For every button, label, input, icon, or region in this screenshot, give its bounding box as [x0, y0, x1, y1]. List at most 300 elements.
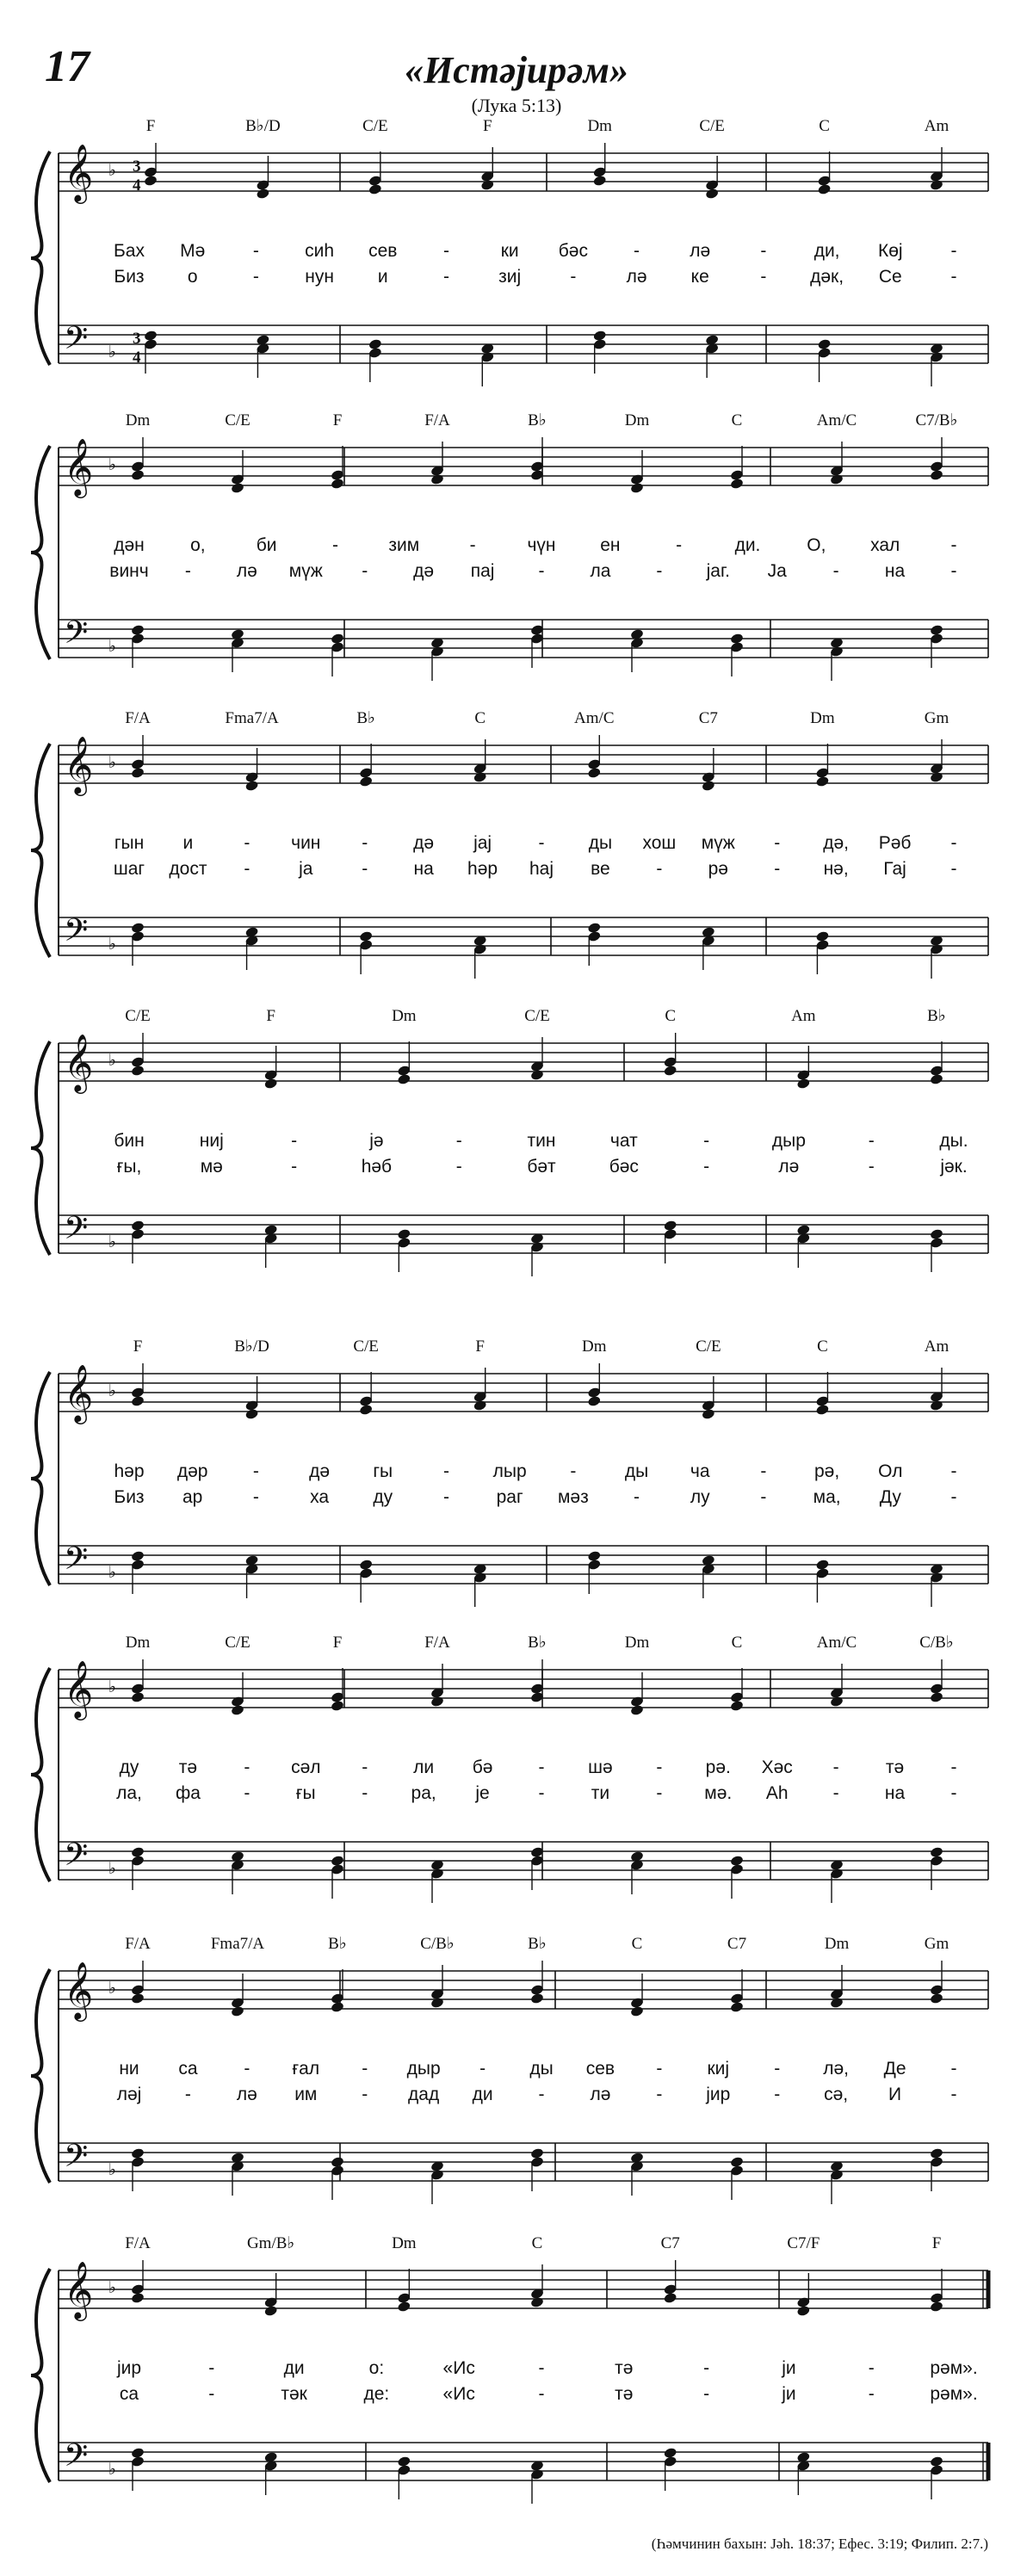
lyric-syllable: һај: [529, 859, 554, 879]
treble-clef: 𝄞: [64, 145, 94, 201]
treble-notehead: [480, 179, 495, 191]
lyric-syllable: -: [950, 2085, 957, 2104]
bass-clef: 𝄢: [64, 2438, 89, 2480]
lyric-syllable: и: [377, 267, 388, 287]
lyric-syllable: -: [362, 833, 368, 853]
lyric-syllable: И: [888, 2085, 902, 2104]
lyric-syllable: сәл: [291, 1757, 321, 1777]
lyric-syllable: фа: [175, 1783, 201, 1803]
lyric-syllable: де:: [363, 2384, 390, 2404]
lyric-syllable: -: [703, 1157, 710, 1177]
treble-notehead: [430, 1997, 445, 2009]
chord-symbol: Dm: [810, 709, 835, 727]
lyric-syllable: ни: [119, 2059, 139, 2079]
lyric-syllable: -: [208, 2358, 215, 2378]
lyric-syllable: и: [182, 833, 194, 853]
treble-clef: 𝄞: [64, 439, 94, 495]
lyric-syllable: ха: [310, 1487, 330, 1507]
lyric-syllable: -: [538, 2358, 545, 2378]
lyric-syllable: һәр: [467, 859, 498, 879]
lyric-syllable: Гај: [883, 859, 906, 879]
key-signature-flat: ♭: [108, 754, 116, 772]
treble-notehead: [705, 188, 720, 200]
brace: [31, 1668, 50, 1881]
lyric-syllable: лу: [690, 1487, 710, 1507]
system-3: [31, 709, 988, 979]
chord-symbol: C/E: [524, 1007, 550, 1025]
lyric-syllable: ләј: [116, 2085, 142, 2104]
chord-symbol: Dm: [125, 1634, 151, 1652]
chord-symbol: Dm: [624, 411, 650, 429]
lyric-syllable: Ду: [879, 1487, 901, 1507]
treble-notehead: [530, 2296, 545, 2308]
lyric-syllable: -: [760, 267, 767, 287]
lyric-syllable: дост: [169, 859, 207, 879]
treble-notehead: [930, 1399, 944, 1412]
lyric-syllable: лыр: [492, 1461, 527, 1481]
chord-symbol: Dm: [392, 1007, 417, 1025]
lyric-syllable: -: [950, 241, 957, 261]
lyric-syllable: -: [479, 2059, 486, 2079]
lyric-syllable: Биз: [114, 1487, 145, 1507]
chord-symbol: C/E: [696, 1337, 721, 1356]
key-signature-flat: ♭: [108, 1564, 116, 1582]
lyric-syllable: нә,: [823, 859, 849, 879]
chord-symbol: B♭: [528, 1935, 547, 1953]
lyric-syllable: -: [252, 241, 259, 261]
chord-symbol: C/E: [225, 1634, 251, 1652]
chord-symbol: B♭/D: [245, 117, 281, 135]
treble-notehead: [930, 469, 944, 481]
chord-symbol: F: [133, 1337, 143, 1356]
lyric-syllable: -: [656, 859, 663, 879]
key-signature-flat: ♭: [108, 936, 116, 954]
lyric-syllable: Мә: [180, 241, 206, 261]
lyric-syllable: ду: [373, 1487, 393, 1507]
lyric-syllable: «Ис: [442, 2384, 475, 2404]
lyric-syllable: дыр: [406, 2059, 441, 2079]
treble-notehead: [231, 1704, 245, 1716]
bass-clef: 𝄢: [64, 1838, 89, 1880]
bass-clef: 𝄢: [64, 2139, 89, 2181]
treble-notehead: [131, 1691, 145, 1703]
lyric-syllable: ды: [588, 833, 613, 853]
treble-clef: 𝄞: [64, 1962, 94, 2018]
lyric-syllable: -: [570, 1461, 577, 1481]
lyric-syllable: -: [656, 2085, 663, 2104]
scripture-reference: (Лука 5:13): [471, 95, 562, 116]
chord-symbol: C: [819, 117, 830, 135]
lyric-syllable: -: [950, 1757, 957, 1777]
lyric-syllable: тә: [885, 1757, 905, 1777]
lyric-syllable: чат: [609, 1131, 638, 1151]
lyric-syllable: О,: [807, 535, 826, 555]
lyric-syllable: һәб: [361, 1157, 393, 1177]
lyric-syllable: Рәб: [878, 833, 912, 853]
lyric-syllable: -: [656, 1757, 663, 1777]
treble-notehead: [815, 775, 830, 788]
chord-symbol: C7/B♭: [915, 411, 958, 429]
lyric-syllable: ди.: [734, 535, 761, 555]
treble-notehead: [244, 780, 259, 792]
lyric-syllable: -: [244, 2059, 251, 2079]
treble-notehead: [830, 1997, 844, 2009]
chord-symbol: Dm: [624, 1634, 650, 1652]
treble-notehead: [331, 2001, 345, 2013]
chord-symbol: F: [482, 117, 492, 135]
lyric-syllable: -: [184, 561, 191, 581]
lyric-syllable: ды.: [939, 1131, 968, 1151]
treble-clef: 𝄞: [64, 1661, 94, 1717]
lyric-syllable: Ја: [767, 561, 787, 581]
lyric-syllable: -: [538, 561, 545, 581]
lyric-syllable: -: [469, 535, 476, 555]
lyric-syllable: им: [294, 2085, 318, 2104]
treble-notehead: [231, 2005, 245, 2017]
chord-symbol: B♭: [328, 1935, 347, 1953]
chord-symbol: C7: [727, 1935, 747, 1953]
lyric-syllable: ғы: [295, 1783, 316, 1803]
lyric-syllable: -: [455, 1157, 462, 1177]
chord-symbol: C: [631, 1935, 643, 1953]
system-7: [31, 1935, 988, 2204]
chord-symbol: Gm/B♭: [246, 2234, 295, 2252]
lyric-syllable: ғал: [292, 2059, 320, 2079]
lyric-syllable: гы: [373, 1461, 393, 1481]
chord-symbol: C/B♭: [919, 1634, 954, 1652]
treble-clef: 𝄞: [64, 2262, 94, 2318]
lyric-syllable: зим: [388, 535, 420, 555]
lyric-syllable: ји: [782, 2358, 796, 2378]
chord-symbol: F/A: [125, 2234, 151, 2252]
treble-notehead: [256, 188, 270, 200]
lyric-syllable: о: [187, 267, 198, 287]
treble-notehead: [331, 1700, 345, 1712]
lyric-syllable: ла: [590, 561, 611, 581]
lyric-syllable: ки: [500, 241, 519, 261]
key-signature-flat: ♭: [108, 1980, 116, 1998]
lyric-syllable: рәм».: [930, 2358, 978, 2378]
lyric-syllable: -: [950, 1783, 957, 1803]
chord-symbol: Dm: [824, 1935, 850, 1953]
system-6: [31, 1634, 988, 1903]
chord-symbol: B♭: [927, 1007, 946, 1025]
lyric-syllable: Де: [883, 2059, 906, 2079]
lyric-syllable: ды: [624, 1461, 649, 1481]
treble-notehead: [144, 175, 158, 187]
lyric-syllable: -: [634, 241, 640, 261]
treble-notehead: [473, 1399, 487, 1412]
lyric-syllable: -: [950, 833, 957, 853]
lyric-syllable: дә: [413, 833, 435, 853]
lyric-syllable: -: [252, 1487, 259, 1507]
time-signature-bottom: 4: [133, 176, 141, 195]
lyric-syllable: -: [703, 2384, 710, 2404]
chord-symbol: Dm: [392, 2234, 417, 2252]
lyric-syllable: -: [760, 241, 767, 261]
lyric-syllable: зиј: [498, 267, 522, 287]
chord-symbol: F/A: [125, 1935, 151, 1953]
time-signature-top: 3: [133, 158, 141, 176]
lyric-syllable: хал: [870, 535, 900, 555]
treble-notehead: [473, 771, 487, 783]
lyric-syllable: Ол: [878, 1461, 903, 1481]
lyric-syllable: -: [656, 2059, 663, 2079]
chord-symbol: C7/F: [787, 2234, 820, 2252]
lyric-syllable: -: [244, 1783, 251, 1803]
lyric-syllable: -: [362, 1783, 368, 1803]
chord-symbol: C/E: [353, 1337, 379, 1356]
treble-notehead: [530, 1992, 545, 2005]
key-signature-flat: ♭: [108, 1678, 116, 1696]
treble-notehead: [331, 478, 345, 490]
lyric-syllable: -: [760, 1487, 767, 1507]
chord-symbol: Am: [791, 1007, 816, 1025]
lyric-syllable: хош: [642, 833, 677, 853]
time-signature-bottom: 4: [133, 349, 141, 367]
treble-clef: 𝄞: [64, 1035, 94, 1090]
key-signature-flat: ♭: [108, 162, 116, 180]
lyric-syllable: ји: [782, 2384, 796, 2404]
lyric-syllable: -: [362, 561, 368, 581]
lyric-syllable: шә: [588, 1757, 613, 1777]
brace: [31, 1372, 50, 1585]
lyric-syllable: ча: [690, 1461, 710, 1481]
chord-symbol: C7: [698, 709, 718, 727]
lyric-syllable: -: [332, 535, 338, 555]
key-signature-flat: ♭: [108, 1052, 116, 1070]
lyric-syllable: -: [455, 1131, 462, 1151]
lyric-syllable: ли: [413, 1757, 435, 1777]
lyric-syllable: ди,: [813, 241, 840, 261]
lyric-syllable: рә: [708, 859, 728, 879]
chord-symbol: Gm: [924, 1935, 949, 1953]
chord-symbol: Dm: [587, 117, 612, 135]
chord-symbol: F: [145, 117, 156, 135]
lyric-syllable: шаг: [113, 859, 145, 879]
lyric-syllable: сә,: [824, 2085, 849, 2104]
treble-clef: 𝄞: [64, 1365, 94, 1421]
treble-notehead: [730, 478, 745, 490]
chord-symbol: F/A: [424, 411, 450, 429]
chord-symbol: Am/C: [816, 1634, 857, 1652]
lyric-syllable: мә: [200, 1157, 223, 1177]
lyric-syllable: -: [950, 535, 957, 555]
bass-clef: 𝄢: [64, 321, 89, 363]
treble-notehead: [131, 1065, 145, 1077]
treble-notehead: [530, 1069, 545, 1081]
chord-symbol: C/E: [362, 117, 388, 135]
chord-symbol: Am/C: [816, 411, 857, 429]
treble-notehead: [131, 1395, 145, 1407]
treble-notehead: [244, 1408, 259, 1420]
treble-notehead: [817, 183, 832, 195]
lyric-syllable: лә: [236, 2085, 257, 2104]
lyric-syllable: мә.: [704, 1783, 733, 1803]
hymn-title: «Истәјирәм»: [405, 49, 628, 91]
lyric-syllable: -: [676, 535, 683, 555]
lyric-syllable: киј: [707, 2059, 730, 2079]
lyric-syllable: Биз: [114, 267, 145, 287]
lyric-syllable: -: [442, 1487, 449, 1507]
lyric-syllable: јә: [369, 1131, 384, 1151]
treble-notehead: [263, 1078, 278, 1090]
lyric-syllable: бәс: [609, 1157, 639, 1177]
chord-symbol: C: [731, 1634, 743, 1652]
treble-notehead: [830, 473, 844, 485]
lyric-syllable: -: [442, 1461, 449, 1481]
lyric-syllable: винч: [109, 561, 149, 581]
key-signature-flat: ♭: [108, 638, 116, 656]
lyric-syllable: Хәс: [761, 1757, 793, 1777]
system-1: [31, 117, 988, 386]
lyric-syllable: бәс: [558, 241, 588, 261]
footer-note: (Һәмчинин бахын: Јәһ. 18:37; Ефес. 3:19; Филип. 2:7.): [651, 2536, 988, 2552]
lyric-syllable: Көј: [878, 241, 903, 261]
key-signature-flat: ♭: [108, 1233, 116, 1251]
lyric-syllable: -: [362, 1757, 368, 1777]
lyric-syllable: рә,: [814, 1461, 840, 1481]
lyric-syllable: сев: [368, 241, 398, 261]
chord-symbol: C: [474, 709, 486, 727]
lyric-syllable: на: [884, 1783, 906, 1803]
chord-symbol: Am: [924, 117, 949, 135]
lyric-syllable: лә: [778, 1157, 800, 1177]
lyric-syllable: на: [884, 561, 906, 581]
lyric-syllable: -: [950, 859, 957, 879]
lyric-syllable: лә: [236, 561, 257, 581]
chord-symbol: F: [332, 1634, 343, 1652]
lyric-syllable: -: [362, 2085, 368, 2104]
time-signature-top: 3: [133, 330, 141, 348]
treble-notehead: [430, 473, 445, 485]
lyric-syllable: о,: [190, 535, 206, 555]
lyric-syllable: -: [538, 2384, 545, 2404]
lyric-syllable: мүж: [288, 561, 323, 581]
chord-symbol: F/A: [424, 1634, 450, 1652]
system-5: [31, 1337, 988, 1607]
chord-symbol: F: [332, 411, 343, 429]
treble-notehead: [430, 1696, 445, 1708]
lyric-syllable: -: [570, 267, 577, 287]
lyric-syllable: ти: [591, 1783, 610, 1803]
lyric-syllable: -: [832, 561, 839, 581]
treble-notehead: [663, 2292, 677, 2304]
chord-symbol: Dm: [125, 411, 151, 429]
lyric-syllable: -: [538, 2085, 545, 2104]
key-signature-flat: ♭: [108, 2279, 116, 2297]
lyric-syllable: дад: [408, 2085, 440, 2104]
bass-clef: 𝄢: [64, 1211, 89, 1253]
lyric-syllable: -: [774, 859, 781, 879]
treble-notehead: [359, 775, 374, 788]
lyric-syllable: лә: [590, 2085, 611, 2104]
lyric-syllable: ја: [299, 859, 313, 879]
lyric-syllable: -: [703, 1131, 710, 1151]
lyric-syllable: ар: [182, 1487, 203, 1507]
lyric-syllable: гын: [114, 833, 145, 853]
treble-notehead: [630, 1704, 645, 1716]
lyric-syllable: -: [832, 1757, 839, 1777]
key-signature-flat: ♭: [108, 2461, 116, 2479]
lyric-syllable: пај: [470, 561, 495, 581]
treble-notehead: [930, 1992, 944, 2005]
lyric-syllable: -: [832, 1783, 839, 1803]
lyric-syllable: -: [868, 2384, 875, 2404]
lyric-syllable: сиһ: [305, 241, 335, 261]
treble-notehead: [630, 482, 645, 494]
lyric-syllable: са: [119, 2384, 139, 2404]
treble-notehead: [368, 183, 383, 195]
bass-clef: 𝄢: [64, 615, 89, 658]
lyric-syllable: бин: [114, 1131, 145, 1151]
lyric-syllable: -: [244, 859, 251, 879]
lyric-syllable: -: [538, 833, 545, 853]
lyric-syllable: би: [256, 535, 277, 555]
lyric-syllable: -: [291, 1131, 298, 1151]
lyric-syllable: -: [950, 267, 957, 287]
lyric-syllable: -: [538, 1783, 545, 1803]
lyric-syllable: -: [252, 1461, 259, 1481]
lyric-syllable: -: [656, 561, 663, 581]
key-signature-flat: ♭: [108, 343, 116, 361]
lyric-syllable: лә: [626, 267, 647, 287]
chord-symbol: B♭: [528, 1634, 547, 1652]
chord-symbol: Fma7/A: [225, 709, 279, 727]
lyric-syllable: ды: [529, 2059, 554, 2079]
lyric-syllable: ма,: [813, 1487, 841, 1507]
lyric-syllable: -: [656, 1783, 663, 1803]
brace: [31, 1969, 50, 2183]
chord-symbol: Dm: [582, 1337, 607, 1356]
brace: [31, 1041, 50, 1255]
treble-notehead: [830, 1696, 844, 1708]
chord-symbol: C/E: [225, 411, 251, 429]
lyric-syllable: -: [950, 1461, 957, 1481]
lyric-syllable: раг: [496, 1487, 523, 1507]
lyric-syllable: тә: [615, 2384, 634, 2404]
lyric-syllable: лә: [690, 241, 711, 261]
key-signature-flat: ♭: [108, 456, 116, 474]
lyric-syllable: дән: [114, 535, 145, 555]
lyric-syllable: рә.: [705, 1757, 731, 1777]
lyric-syllable: дәр: [176, 1461, 208, 1481]
lyric-syllable: ра,: [411, 1783, 436, 1803]
lyric-syllable: сев: [585, 2059, 615, 2079]
lyric-syllable: је: [475, 1783, 490, 1803]
lyric-syllable: чин: [291, 833, 321, 853]
lyric-syllable: Се: [878, 267, 902, 287]
chord-symbol: C/E: [699, 117, 725, 135]
chord-symbol: C7: [660, 2234, 680, 2252]
lyric-syllable: чүн: [527, 535, 556, 555]
chord-symbol: B♭/D: [234, 1337, 269, 1356]
lyric-syllable: ве: [591, 859, 610, 879]
system-4: [31, 1007, 988, 1276]
chord-symbol: Am: [924, 1337, 949, 1356]
brace: [31, 151, 50, 365]
chord-symbol: B♭: [528, 411, 547, 429]
lyric-syllable: -: [760, 1461, 767, 1481]
chord-symbol: Fma7/A: [210, 1935, 265, 1953]
key-signature-flat: ♭: [108, 1860, 116, 1878]
lyric-syllable: бә: [472, 1757, 493, 1777]
lyric-syllable: нун: [305, 267, 334, 287]
treble-notehead: [587, 1395, 602, 1407]
treble-notehead: [630, 2005, 645, 2017]
chord-symbol: C: [531, 2234, 543, 2252]
treble-notehead: [702, 780, 716, 792]
